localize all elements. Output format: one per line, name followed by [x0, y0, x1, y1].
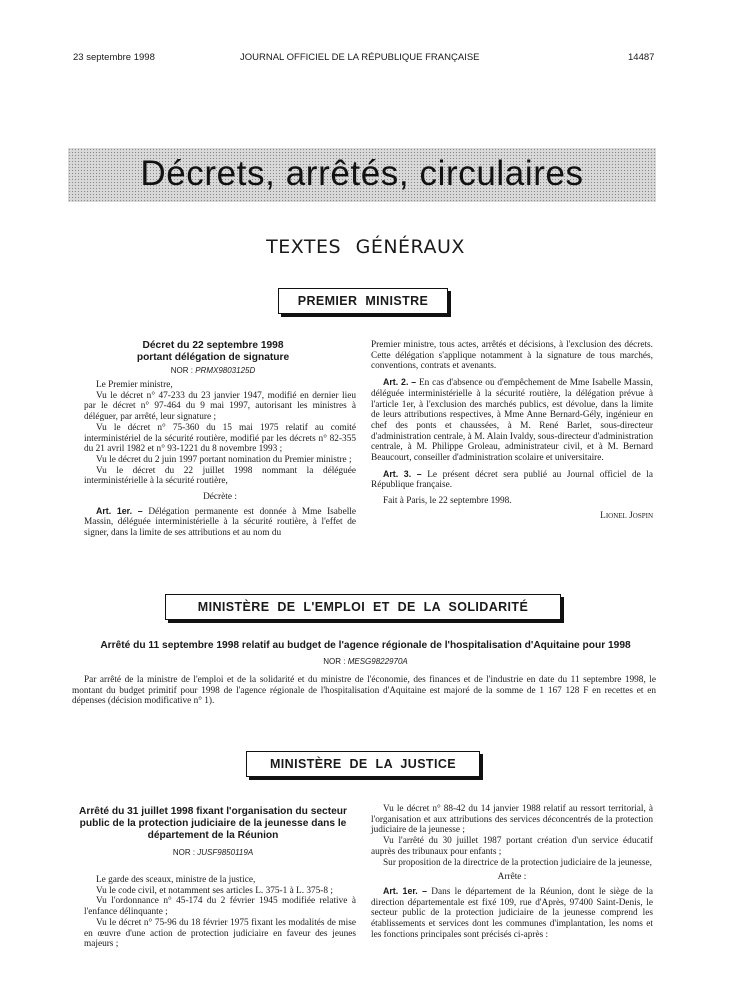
decret-left-column [84, 380, 356, 539]
signature: Lionel Jospin [600, 510, 653, 521]
paragraph: Vu le décret n° 75-360 du 15 mai 1975 relatif au comité interministériel de la sécurité routière, modifié par les décrets n° 82-355 du 21 avril 1982 et n° 93-1221 du 8 novembre 1993 ; [84, 422, 356, 455]
nor-code: JUSF9850119A [197, 848, 254, 857]
nor-label: NOR : [170, 366, 193, 375]
paragraph: Vu le décret n° 88-42 du 14 janvier 1988 relatif au ressort territorial, à l'organisation et aux attributions des services déconcentrés de la protection judiciaire de la jeunesse ; [371, 804, 653, 836]
emploi-ministry-box: MINISTÈRE DE L'EMPLOI ET DE LA SOLIDARITÉ [165, 594, 561, 620]
paragraph: Premier ministre, tous actes, arrêtés et décisions, à l'exclusion des décrets. Cette délégation s'applique notamment à la signature de tous marchés, conventions, contrats et avenants. [371, 340, 653, 372]
decret-title-line2: portant délégation de signature [136, 352, 290, 363]
nor-code: MESG9822970A [347, 657, 408, 666]
paragraph: Sur proposition de la directrice de la protection judiciaire de la jeunesse, [383, 857, 652, 868]
nor-code: PRMX9803125D [195, 366, 256, 375]
decret-title-line1: Décret du 22 septembre 1998 [142, 340, 284, 351]
fait-a-paris: Fait à Paris, le 22 septembre 1998. [383, 496, 512, 507]
header-journal: JOURNAL OFFICIEL DE LA RÉPUBLIQUE FRANÇAISE [240, 52, 480, 63]
justice-right-column [371, 804, 653, 940]
emploi-title: Arrêté du 11 septembre 1998 relatif au budget de l'agence régionale de l'hospitalisation d'Aquitaine pour 1998 [100, 640, 631, 651]
banner [68, 148, 656, 202]
justice-ministry-box: MINISTÈRE DE LA JUSTICE [246, 751, 480, 777]
article-1 [371, 886, 653, 941]
article-text: Dans le département de la Réunion, dont le siège de la direction départementale est fixé 109, rue d'Après, 97400 Saint-Denis, le secteur public de la protection judiciaire de la jeunesse comprend les établissements et services dont les communes d'implantation, les noms et les fonctions principales sont précisés ci-après : [371, 886, 653, 940]
nor-label: NOR : [172, 848, 196, 857]
decrete: Décrète : [203, 492, 237, 503]
article-2 [371, 377, 653, 464]
paragraph: Vu le décret du 2 juin 1997 portant nomination du Premier ministre ; [96, 454, 352, 465]
decret-right-column [371, 340, 653, 522]
justice-title-line1: Arrêté du 31 juillet 1998 fixant l'organisation du secteur [79, 806, 347, 817]
justice-title [72, 806, 354, 842]
paragraph: Le Premier ministre, [96, 380, 173, 390]
article-text: En cas d'absence ou d'empêchement de Mme Isabelle Massin, déléguée interministérielle à la sécurité routière, la délégation prévue à l'article 1er, à l'exclusion des marchés publics, est dévolue, dans la limite de leurs attributions respectives, à Mme Anne Bernard-Gély, ingénieur en chef des ponts et chaussées, à M. René Barlet, sous-directeur d'administration centrale, à M. Alain Ivaldy, sous-directeur d'administration centrale, à M. Philippe Groleau, administrateur civil, et à M. Bernard Beaucourt, conseiller d'administration scolaire et universitaire. [371, 378, 653, 464]
arrete: Arrête : [497, 872, 527, 883]
section-title: TEXTES GÉNÉRAUX [266, 236, 465, 258]
article-1 [84, 506, 356, 539]
premier-ministre-box: PREMIER MINISTRE [278, 288, 448, 314]
decret-title [72, 340, 354, 364]
paragraph: Vu le décret n° 47-233 du 23 janvier 1947, modifié en dernier lieu par le décret n° 97-464 du 9 mai 1997, autorisant les ministres à déléguer, par arrêté, leur signature ; [84, 390, 356, 423]
justice-title-line3: département de la Réunion [147, 830, 279, 841]
banner-title: Décrets, arrêtés, circulaires [140, 154, 584, 193]
paragraph: Vu le décret n° 75-96 du 18 février 1975 fixant les modalités de mise en œuvre d'une action de protection judiciaire en faveur des jeunes majeurs ; [84, 917, 356, 950]
decret-nor [72, 366, 354, 375]
paragraph: Vu l'arrêté du 30 juillet 1987 portant création d'un service éducatif auprès des tribunaux pour enfants ; [371, 836, 653, 857]
article-label: Art. 3. – [383, 468, 422, 479]
paragraph: Vu l'ordonnance n° 45-174 du 2 février 1945 modifiée relative à l'enfance délinquante ; [84, 896, 356, 918]
nor-label: NOR : [323, 657, 346, 666]
emploi-text: Par arrêté de la ministre de l'emploi et de la solidarité et du ministre de l'économie, des finances et de l'industrie en date du 11 septembre 1998, le montant du budget primitif pour 1998 de l'agence régionale de l'hospitalisation d'Aquitaine est majoré de la somme de 1 167 128 F en recettes et en dépenses (décision modificative n° 1). [72, 675, 656, 707]
article-3 [371, 469, 653, 491]
paragraph: Vu le code civil, et notamment ses articles L. 375-1 à L. 375-8 ; [96, 885, 333, 896]
header-page-number: 14487 [628, 52, 655, 63]
article-text: Le présent décret sera publié au Journal officiel de la République française. [371, 469, 653, 491]
justice-title-line2: public de la protection judiciaire de la jeunesse dans le [79, 818, 347, 829]
article-label: Art. 2. – [383, 377, 417, 388]
justice-left-column [84, 875, 356, 950]
header-date: 23 septembre 1998 [73, 52, 155, 63]
article-label: Art. 1er. – [383, 885, 428, 896]
justice-nor [72, 848, 354, 857]
article-text: Délégation permanente est donnée à Mme Isabelle Massin, déléguée interministérielle à la sécurité routière, à l'effet de signer, dans la limite de ses attributions et au nom du [84, 506, 356, 539]
paragraph: Vu le décret du 22 juillet 1998 nommant la déléguée interministérielle à la sécurité routière, [84, 465, 356, 487]
emploi-nor [60, 657, 671, 666]
article-label: Art. 1er. – [96, 505, 143, 516]
paragraph: Le garde des sceaux, ministre de la justice, [96, 875, 256, 885]
